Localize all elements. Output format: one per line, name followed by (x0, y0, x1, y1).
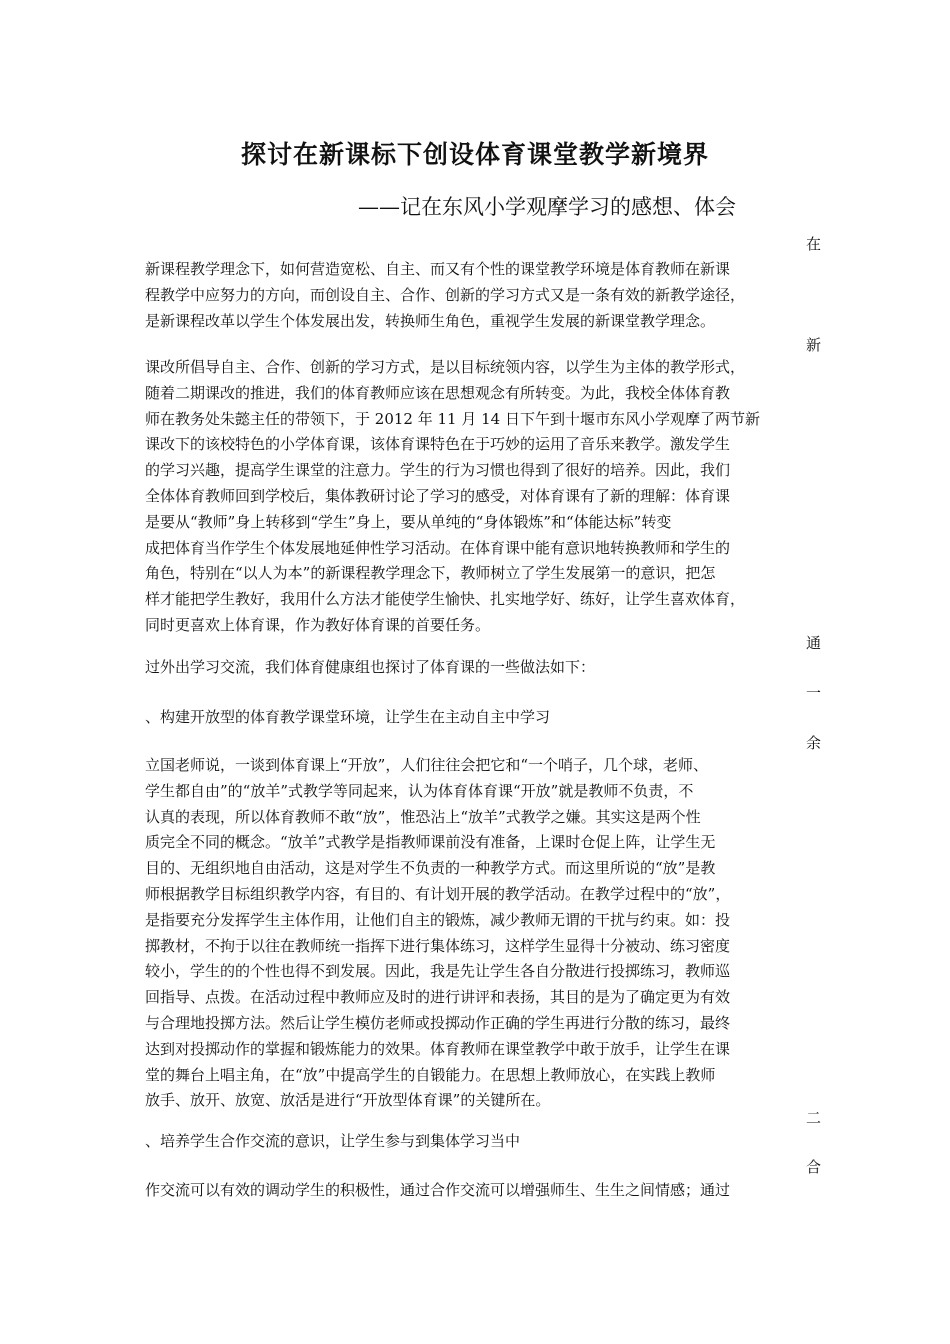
text-line: 作交流可以有效的调动学生的积极性，通过合作交流可以增强师生、生生之间情感；通过 (145, 1181, 731, 1199)
text-line: 是要从“教师”身上转移到“学生”身上，要从单纯的“身体锻炼”和“体能达标”转变 (145, 512, 672, 531)
text-line: 目的、无组织地自由活动，这是对学生不负责的一种教学方式。而这里所说的“放”是教 (145, 859, 716, 878)
text-line: 课改所倡导自主、合作、创新的学习方式，是以目标统领内容，以学生为主体的教学形式， (145, 358, 746, 376)
paragraph-4 (145, 1178, 805, 1204)
margin-char: 在 (806, 235, 822, 253)
document-subtitle: ——记在东风小学观摩学习的感想、体会 (358, 195, 736, 219)
text-line: 随着二期课改的推进，我们的体育教师应该在思想观念有所转变。为此，我校全体体育教 (145, 383, 731, 402)
text-line: 掷教材，不拘于以往在教师统一指挥下进行集体练习，这样学生显得十分被动、练习密度 (145, 936, 731, 955)
text-line: 堂的舞台上唱主角，在“放”中提高学生的自锻能力。在思想上教师放心，在实践上教师 (145, 1065, 716, 1084)
text-line: 全体体育教师回到学校后，集体教研讨论了学习的感受，对体育课有了新的理解：体育课 (145, 486, 731, 505)
text-line: 是新课程改革以学生个体发展出发，转换师生角色，重视学生发展的新课堂教学理念。 (145, 311, 716, 330)
margin-char: 一 (806, 684, 822, 702)
paragraph-3 (145, 753, 805, 1114)
margin-char: 合 (806, 1158, 822, 1176)
text-line: 程教学中应努力的方向，而创设自主、合作、创新的学习方式又是一条有效的新教学途径， (145, 285, 746, 304)
text-line: 师在教务处朱懿主任的带领下，于 2012 年 11 月 14 日下午到十堰市东风小学观摩了两节新 (145, 409, 760, 428)
text-line: 回指导、点拨。在活动过程中教师应及时的进行讲评和表扬，其目的是为了确定更为有效 (145, 988, 731, 1007)
text-line: 较小，学生的的个性也得不到发展。因此，我是先让学生各自分散进行投掷练习，教师巡 (145, 962, 731, 981)
margin-char: 新 (806, 336, 822, 354)
text-line: 成把体育当作学生个体发展地延伸性学习活动。在体育课中能有意识地转换教师和学生的 (145, 538, 731, 557)
text-line: 的学习兴趣，提高学生课堂的注意力。学生的行为习惯也得到了很好的培养。因此，我们 (145, 461, 731, 480)
document-title: 探讨在新课标下创设体育课堂教学新境界 (240, 140, 709, 169)
text-line: 放手、放开、放宽、放活是进行“开放型体育课”的关键所在。 (145, 1091, 551, 1110)
text-line: 同时更喜欢上体育课，作为教好体育课的首要任务。 (145, 615, 491, 634)
text-line: 课改下的该校特色的小学体育课，该体育课特色在于巧妙的运用了音乐来教学。激发学生 (145, 435, 731, 454)
text-line: 样才能把学生教好，我用什么方法才能使学生愉快、扎实地学好、练好，让学生喜欢体育， (145, 590, 746, 609)
text-line: 与合理地投掷方法。然后让学生模仿老师或投掷动作正确的学生再进行分散的练习，最终 (145, 1013, 731, 1032)
margin-char: 二 (806, 1109, 822, 1127)
text-line: 达到对投掷动作的掌握和锻炼能力的效果。体育教师在课堂教学中敢于放手，让学生在课 (145, 1039, 731, 1058)
text-line: 学生都自由”的“放羊”式教学等同起来，认为体育体育课“开放”就是教师不负责，不 (145, 781, 694, 800)
text-line: 新课程教学理念下，如何营造宽松、自主、而又有个性的课堂教学环境是体育教师在新课 (145, 260, 731, 278)
margin-char: 通 (806, 634, 822, 652)
paragraph-1 (145, 257, 805, 334)
margin-char: 余 (806, 734, 822, 752)
section-heading-1: 、构建开放型的体育教学课堂环境，让学生在主动自主中学习 (145, 708, 551, 726)
text-line: 立国老师说，一谈到体育课上“开放”，人们往往会把它和“一个哨子，几个球，老师、 (145, 756, 709, 774)
paragraph-2 (145, 355, 805, 639)
text-line: 角色，特别在“以人为本”的新课程教学理念下，教师树立了学生发展第一的意识，把怎 (145, 564, 716, 583)
text-line: 是指要充分发挥学生主体作用，让他们自主的锻炼，减少教师无谓的干扰与约束。如：投 (145, 910, 731, 929)
text-line: 师根据教学目标组织教学内容，有目的、有计划开展的教学活动。在教学过程中的“放”， (145, 884, 731, 903)
intro-line: 过外出学习交流，我们体育健康组也探讨了体育课的一些做法如下： (145, 658, 596, 676)
text-line: 质完全不同的概念。“放羊”式教学是指教师课前没有准备，上课时仓促上阵，让学生无 (145, 833, 716, 852)
text-line: 认真的表现，所以体育教师不敢“放”，惟恐沾上“放羊”式教学之嫌。其实这是两个性 (145, 807, 701, 826)
section-heading-2: 、培养学生合作交流的意识，让学生参与到集体学习当中 (145, 1132, 521, 1150)
